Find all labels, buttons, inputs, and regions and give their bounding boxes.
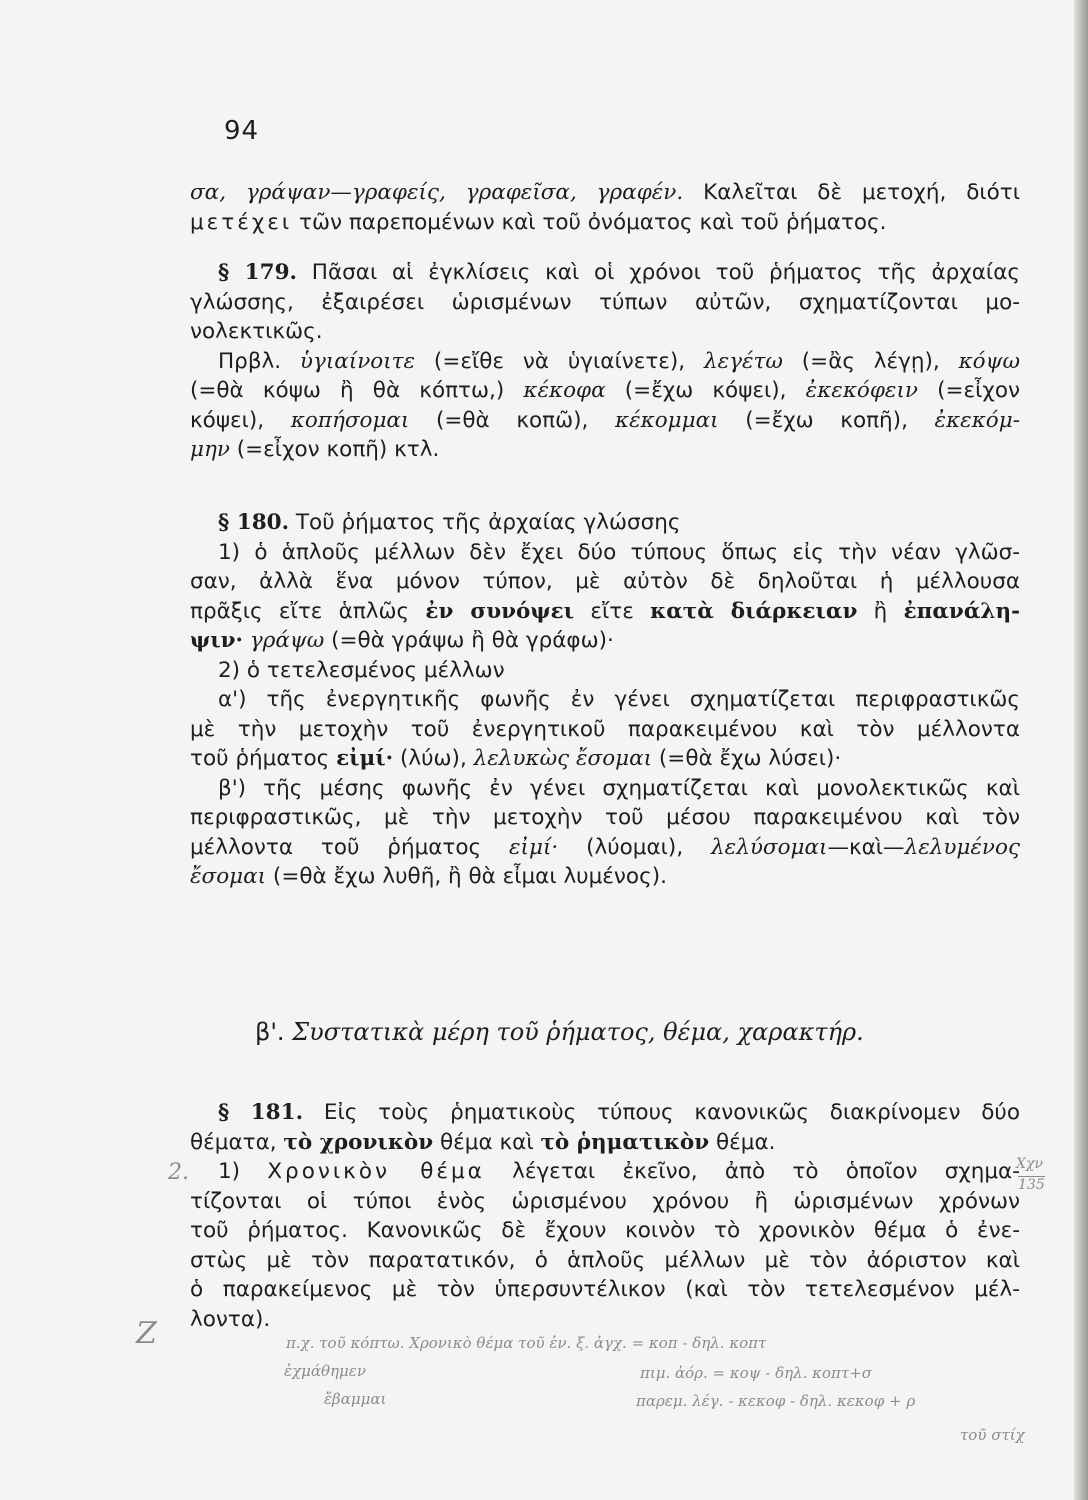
section-179 (190, 258, 1020, 465)
handwritten-margin-note: Χχν (1016, 1156, 1043, 1172)
text-line: § 180. Τοῦ ῥήματος τῆς ἀρχαίας γλώσσης (218, 510, 681, 535)
text-line: ψιν· γράψω (=θὰ γράψω ἢ θὰ γράφω)· (190, 628, 614, 653)
text-line: 1) ὁ ἁπλοῦς μέλλων δὲν ἔχει δύο τύπους ὅπως εἰς τὴν νέαν γλῶσ- (218, 539, 1020, 565)
text-line: 2) ὁ τετελεσμένος μέλλων (218, 657, 505, 683)
text-line: μετέχει τῶν παρεπομένων καὶ τοῦ ὀνόματος καὶ τοῦ ῥήματος. (190, 209, 887, 235)
text-line: τίζονται οἱ τύποι ἑνὸς ὡρισμένου χρόνου ἢ ὡρισμένων χρόνων (190, 1188, 1020, 1214)
text-line: ἔσομαι (=θὰ ἔχω λυθῆ, ἢ θὰ εἶμαι λυμένος). (190, 864, 667, 889)
text-line: θέματα, τὸ χρονικὸν θέμα καὶ τὸ ῥηματικὸν θέμα. (190, 1129, 776, 1155)
section-181 (190, 1098, 1020, 1334)
text-line: α') τῆς ἐνεργητικῆς φωνῆς ἐν γένει σχηματίζεται περιφραστικῶς (218, 687, 1020, 712)
text-line: β') τῆς μέσης φωνῆς ἐν γένει σχηματίζεται καὶ μονολεκτικῶς καὶ (218, 775, 1020, 801)
section-heading: β'. Συστατικὰ μέρη τοῦ ῥήματος, θέμα, χαρακτήρ. (255, 1018, 864, 1046)
text-line: § 179. Πᾶσαι αἱ ἐγκλίσεις καὶ οἱ χρόνοι τοῦ ῥήματος τῆς ἀρχαίας (218, 260, 1020, 285)
handwritten-margin-note: Ζ (136, 1316, 157, 1351)
handwritten-note: τοῦ στίχ (960, 1426, 1025, 1444)
handwritten-note: ἔβαμμαι (324, 1390, 387, 1408)
text-line: λοντα). (190, 1306, 271, 1332)
text-line: γλώσσης, ἐξαιρέσει ὡρισμένων τύπων αὐτῶν, σχηματίζονται μο- (190, 289, 1020, 315)
text-line: πρᾶξις εἴτε ἁπλῶς ἐν συνόψει εἴτε κατὰ διάρκειαν ἢ ἐπανάλη- (190, 598, 1021, 624)
handwritten-note: ἐχμάθημεν (284, 1362, 366, 1380)
example-line: Πρβλ. ὑγιαίνοιτε (=εἴθε νὰ ὑγιαίνετε), λεγέτω (=ἂς λέγῃ), κόψω (218, 348, 1020, 374)
page-number: 94 (224, 116, 260, 146)
text-line: ὁ παρακείμενος μὲ τὸν ὑπερσυντέλικον (καὶ τὸν τετελεσμένον μέλ- (190, 1277, 1020, 1302)
text-line: μέλλοντα τοῦ ῥήματος εἰμί· (λύομαι), λελύσομαι—καὶ—λελυμένος (190, 834, 1020, 860)
handwritten-note: π.χ. τοῦ κόπτω. Χρονικὸ θέμα τοῦ ἐν. ξ. ἁγχ. = κοπ - δηλ. κοπτ (286, 1334, 767, 1352)
section-180 (190, 508, 1020, 892)
section-number: § 180. (218, 510, 290, 535)
handwritten-margin-note: 135 (1018, 1177, 1045, 1193)
text-line: περιφραστικῶς, μὲ τὴν μετοχὴν τοῦ μέσου παρακειμένου καὶ τὸν (190, 805, 1020, 830)
handwritten-note: πιμ. ἀόρ. = κοψ - δηλ. κοπτ+σ (640, 1364, 873, 1382)
text-line: νολεκτικῶς. (190, 319, 323, 344)
handwritten-margin-note: 2. (168, 1160, 189, 1185)
example-line: (=θὰ κόψω ἢ θὰ κόπτω,) κέκοφα (=ἔχω κόψει), ἐκεκόφειν (=εἶχον (190, 378, 1020, 403)
text-line: 1) Χρονικὸν θέμα λέγεται ἐκεῖνο, ἀπὸ τὸ ὁποῖον σχημα- (218, 1159, 1020, 1184)
example-line: κόψει), κοπήσομαι (=θὰ κοπῶ), κέκομμαι (=ἔχω κοπῆ), ἐκεκόμ- (190, 407, 1020, 433)
handwritten-note: παρεμ. λέγ. - κεκοφ - δηλ. κεκοφ + ρ (636, 1392, 916, 1410)
text-line: στὼς μὲ τὸν παρατατικόν, ὁ ἁπλοῦς μέλλων μὲ τὸν ἀόριστον καὶ (190, 1247, 1020, 1273)
text-line: τοῦ ῥήματος εἰμί· (λύω), λελυκὼς ἔσομαι (=θὰ ἔχω λύσει)· (190, 746, 842, 771)
text-line: σαν, ἀλλὰ ἕνα μόνον τύπον, μὲ αὐτὸν δὲ δηλοῦται ἡ μέλλουσα (190, 569, 1020, 594)
example-line: μην (=εἶχον κοπῆ) κτλ. (190, 437, 440, 462)
page-edge-shadow (1074, 0, 1088, 1500)
text-line: § 181. Εἰς τοὺς ῥηματικοὺς τύπους κανονικῶς διακρίνομεν δύο (218, 1100, 1021, 1125)
text-line: τοῦ ῥήματος. Κανονικῶς δὲ ἔχουν κοινὸν τὸ χρονικὸν θέμα ὁ ἐνε- (190, 1218, 1020, 1243)
text-line: σα, γράψαν—γραφείς, γραφεῖσα, γραφέν. Καλεῖται δὲ μετοχή, διότι (190, 180, 1020, 205)
section-number: § 181. (218, 1100, 304, 1125)
paragraph-participle (190, 178, 1020, 237)
text-line: μὲ τὴν μετοχὴν τοῦ ἐνεργητικοῦ παρακειμένου καὶ τὸν μέλλοντα (190, 716, 1020, 742)
section-number: § 179. (218, 260, 298, 285)
